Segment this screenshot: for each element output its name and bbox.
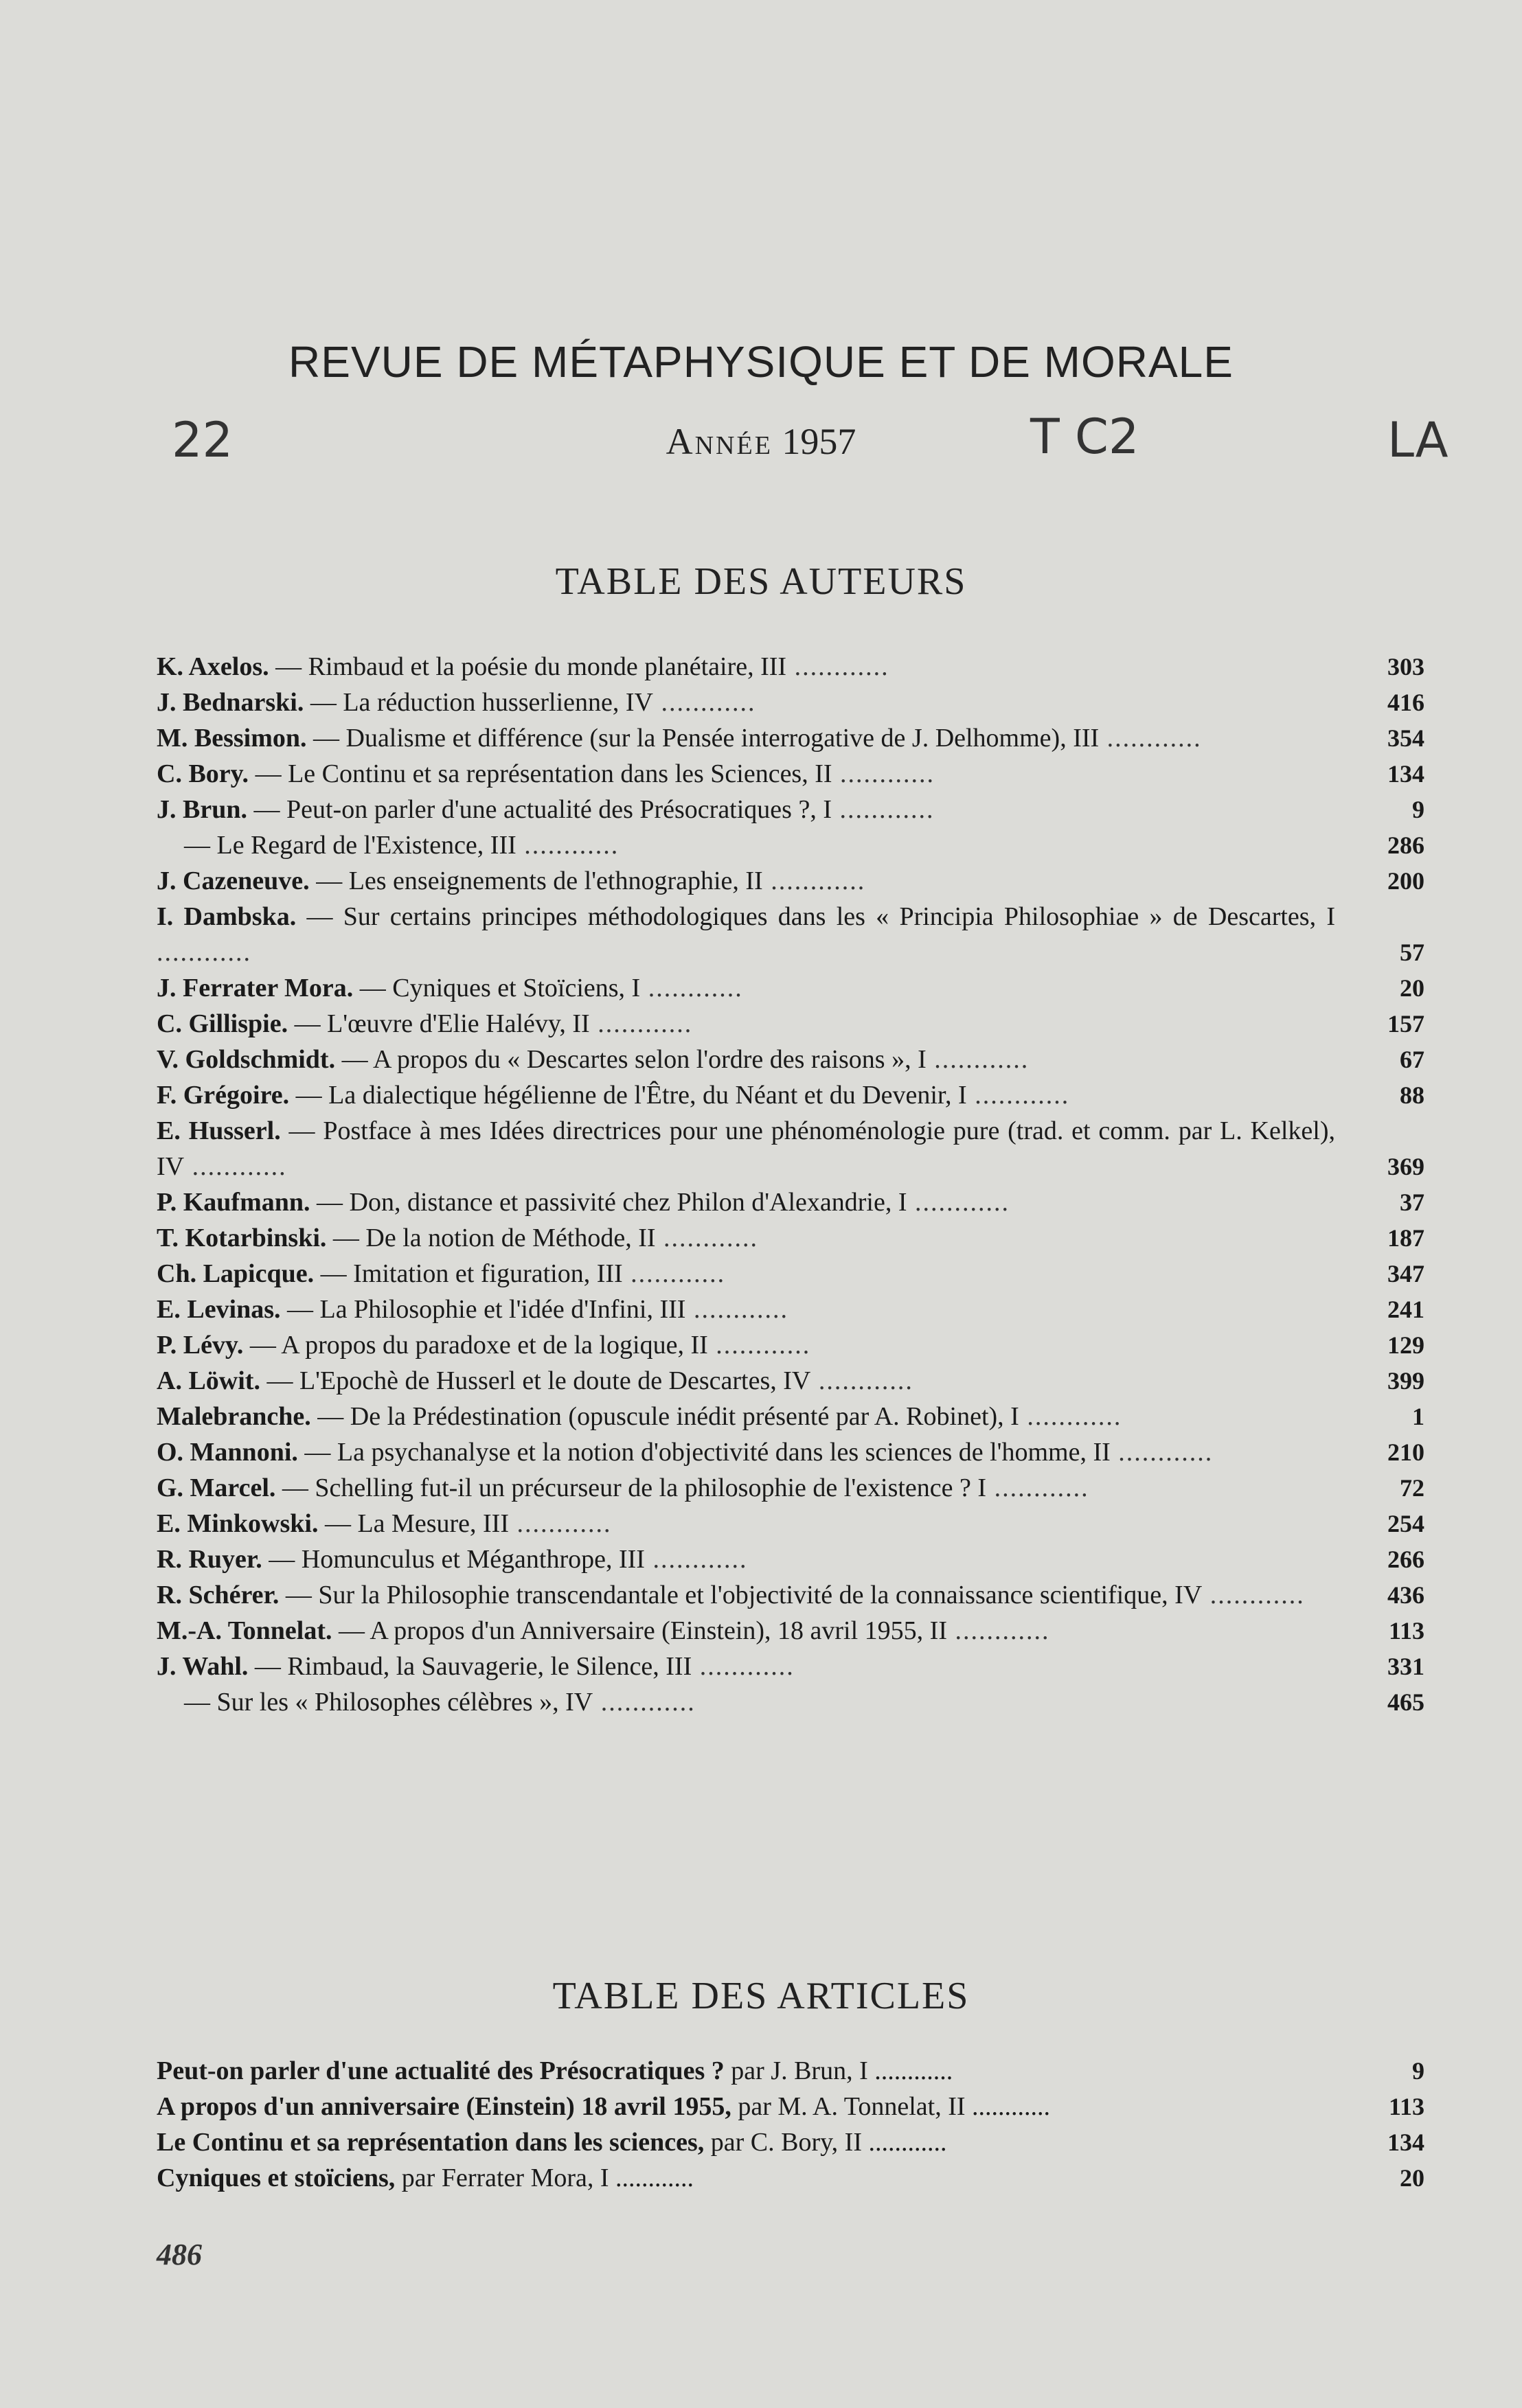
dot-leader: ............ — [622, 1259, 726, 1288]
article-title: Peut-on parler d'une actualité des Présocratiques ? — [157, 2056, 725, 2085]
article-reference: — Schelling fut-il un précurseur de la philosophie de l'existence ? I — [275, 1474, 987, 1502]
dot-leader: ............ — [986, 1474, 1089, 1502]
author-entry — [157, 1434, 1424, 1470]
article-reference: — L'œuvre d'Elie Halévy, II — [288, 1009, 590, 1038]
article-reference: — La réduction husserlienne, IV — [304, 688, 653, 717]
dot-leader: ............ — [966, 1081, 1070, 1110]
dot-leader: ............ — [644, 1545, 748, 1574]
author-entry — [157, 863, 1424, 899]
dot-leader: ............ — [965, 2092, 1051, 2121]
dot-leader: ............ — [640, 974, 743, 1002]
author-entry — [157, 1327, 1424, 1363]
year-value: 1957 — [782, 421, 856, 462]
page-reference: 266 — [1387, 1546, 1424, 1573]
author-entry — [157, 649, 1424, 685]
page-reference: 416 — [1387, 689, 1424, 716]
page-reference: 20 — [1400, 974, 1424, 1002]
page-reference: 113 — [1388, 1617, 1424, 1644]
article-reference: — La Mesure, III — [318, 1509, 509, 1538]
author-name: R. Ruyer. — [157, 1545, 262, 1574]
article-title: Cyniques et stoïciens, — [157, 2164, 396, 2192]
author-entry — [157, 792, 1424, 827]
dot-leader: ............ — [786, 652, 889, 681]
author-name: E. Husserl. — [157, 1116, 281, 1145]
article-reference: — La psychanalyse et la notion d'objectivité dans les sciences de l'homme, II — [297, 1438, 1111, 1467]
page-reference: 37 — [1400, 1189, 1424, 1216]
author-entry — [157, 1649, 1424, 1684]
page-reference: 67 — [1400, 1046, 1424, 1073]
dot-leader: ............ — [157, 938, 251, 967]
author-entry — [157, 1506, 1424, 1541]
article-reference: — La Philosophie et l'idée d'Infini, III — [280, 1295, 686, 1324]
author-entry — [157, 1006, 1424, 1042]
author-entry — [157, 970, 1424, 1006]
author-name: T. Kotarbinski. — [157, 1224, 327, 1252]
handwritten-note-left: 22 — [172, 412, 234, 468]
author-name: A. Löwit. — [157, 1366, 260, 1395]
article-author: par J. Brun, I — [724, 2056, 868, 2085]
author-name: V. Goldschmidt. — [157, 1045, 336, 1074]
dot-leader: ............ — [609, 2164, 694, 2192]
page-number: 486 — [157, 2238, 202, 2271]
page-reference: 129 — [1387, 1331, 1424, 1359]
author-entry — [157, 1613, 1424, 1649]
author-entry — [157, 827, 1424, 863]
page-reference: 187 — [1387, 1224, 1424, 1252]
article-reference: — Sur la Philosophie transcendantale et l'objectivité de la connaissance scientifique, IV — [279, 1581, 1203, 1609]
author-name: M.-A. Tonnelat. — [157, 1616, 332, 1645]
page-reference: 254 — [1387, 1510, 1424, 1537]
author-name: J. Bednarski. — [157, 688, 304, 717]
author-name: Malebranche. — [157, 1402, 311, 1431]
article-reference: — Rimbaud, la Sauvagerie, le Silence, III — [248, 1652, 692, 1681]
page-reference: 134 — [1387, 760, 1424, 788]
author-entry — [157, 1256, 1424, 1292]
authors-list — [157, 649, 1424, 1720]
author-entry — [157, 1113, 1424, 1184]
author-name: C. Bory. — [157, 759, 249, 788]
author-name: J. Wahl. — [157, 1652, 249, 1681]
articles-list — [157, 2053, 1424, 2196]
article-reference: — Sur les « Philosophes célèbres », IV — [184, 1688, 593, 1717]
dot-leader: ............ — [946, 1616, 1050, 1645]
dot-leader: ............ — [1099, 724, 1202, 753]
author-name: O. Mannoni. — [157, 1438, 298, 1467]
author-name: K. Axelos. — [157, 652, 269, 681]
author-entry — [157, 1363, 1424, 1399]
article-title: Le Continu et sa représentation dans les sciences, — [157, 2128, 705, 2157]
dot-leader: ............ — [692, 1652, 795, 1681]
article-author: par Ferrater Mora, I — [395, 2164, 609, 2192]
article-reference: — Dualisme et différence (sur la Pensée interrogative de J. Delhomme), III — [306, 724, 1100, 753]
page-reference: 157 — [1387, 1010, 1424, 1037]
handwritten-note-right: LA — [1387, 412, 1449, 468]
article-reference: — Cyniques et Stoïciens, I — [353, 974, 641, 1002]
dot-leader: ............ — [1019, 1402, 1122, 1431]
page-reference: 210 — [1387, 1438, 1424, 1466]
article-reference: — Don, distance et passivité chez Philon d'Alexandrie, I — [310, 1188, 907, 1217]
article-reference: — Les enseignements de l'ethnographie, II — [309, 867, 763, 895]
dot-leader: ............ — [652, 688, 756, 717]
dot-leader: ............ — [831, 795, 935, 824]
article-reference: — De la Prédestination (opuscule inédit présenté par A. Robinet), I — [310, 1402, 1019, 1431]
author-name: M. Bessimon. — [157, 724, 307, 753]
author-name: F. Grégoire. — [157, 1081, 290, 1110]
article-title: A propos d'un anniversaire (Einstein) 18 avril 1955, — [157, 2092, 731, 2121]
author-name: Ch. Lapicque. — [157, 1259, 315, 1288]
author-entry — [157, 1220, 1424, 1256]
dot-leader: ............ — [184, 1152, 287, 1181]
page-reference: 347 — [1387, 1260, 1424, 1287]
page-reference: 241 — [1387, 1296, 1424, 1323]
author-entry — [157, 1577, 1424, 1613]
dot-leader: ............ — [832, 759, 935, 788]
author-name: J. Cazeneuve. — [157, 867, 310, 895]
article-reference: — L'Epochè de Husserl et le doute de Descartes, IV — [260, 1366, 811, 1395]
dot-leader: ............ — [707, 1331, 811, 1360]
authors-section-title: TABLE DES AUTEURS — [555, 560, 967, 603]
article-reference: — Sur certains principes méthodologiques dans les « Principia Philosophiae » de Descartes, I — [296, 902, 1335, 931]
page-reference: 399 — [1387, 1367, 1424, 1395]
page-reference: 9 — [1412, 2057, 1424, 2085]
author-entry — [157, 1184, 1424, 1220]
page-reference: 72 — [1400, 1474, 1424, 1502]
dot-leader: ............ — [508, 1509, 612, 1538]
dot-leader: ............ — [1202, 1581, 1305, 1609]
author-entry — [157, 756, 1424, 792]
author-name: G. Marcel. — [157, 1474, 276, 1502]
page-reference: 436 — [1387, 1581, 1424, 1609]
page-reference: 113 — [1388, 2093, 1424, 2120]
author-entry — [157, 1541, 1424, 1577]
article-reference: — A propos du paradoxe et de la logique, II — [243, 1331, 708, 1360]
page-reference: 286 — [1387, 832, 1424, 859]
dot-leader: ............ — [810, 1366, 913, 1395]
page-reference: 303 — [1387, 653, 1424, 680]
author-entry — [157, 1684, 1424, 1720]
page-reference: 134 — [1387, 2129, 1424, 2156]
article-reference: — A propos d'un Anniversaire (Einstein), 18 avril 1955, II — [332, 1616, 947, 1645]
page-reference: 465 — [1387, 1688, 1424, 1716]
dot-leader: ............ — [926, 1045, 1030, 1074]
author-entry — [157, 685, 1424, 720]
article-author: par M. A. Tonnelat, II — [731, 2092, 966, 2121]
article-author: par C. Bory, II — [704, 2128, 862, 2157]
article-reference: — Postface à mes Idées directrices pour une phénoménologie pure (trad. et comm. par L. Kelkel), IV — [157, 1116, 1335, 1181]
article-entry — [157, 2053, 1424, 2089]
dot-leader: ............ — [907, 1188, 1010, 1217]
year-label: Année — [666, 421, 773, 462]
dot-leader: ............ — [867, 2056, 953, 2085]
author-name: E. Minkowski. — [157, 1509, 319, 1538]
article-reference: — Homunculus et Méganthrope, III — [262, 1545, 645, 1574]
page-reference: 200 — [1387, 867, 1424, 895]
article-reference: — Imitation et figuration, III — [314, 1259, 623, 1288]
page-reference: 9 — [1412, 796, 1424, 823]
dot-leader: ............ — [655, 1224, 759, 1252]
dot-leader: ............ — [593, 1688, 696, 1717]
page-reference: 20 — [1400, 2164, 1424, 2192]
handwritten-note-center: T C2 — [1030, 409, 1139, 465]
author-entry — [157, 1292, 1424, 1327]
page-reference: 331 — [1387, 1653, 1424, 1680]
article-reference: — La dialectique hégélienne de l'Être, du Néant et du Devenir, I — [289, 1081, 967, 1110]
author-entry — [157, 720, 1424, 756]
article-entry — [157, 2089, 1424, 2124]
article-reference: — A propos du « Descartes selon l'ordre des raisons », I — [335, 1045, 927, 1074]
dot-leader: ............ — [1110, 1438, 1214, 1467]
dot-leader: ............ — [685, 1295, 788, 1324]
author-name: E. Levinas. — [157, 1295, 281, 1324]
article-reference: — Rimbaud et la poésie du monde planétaire, III — [269, 652, 787, 681]
article-entry — [157, 2124, 1424, 2160]
article-reference: — De la notion de Méthode, II — [326, 1224, 656, 1252]
journal-title: REVUE DE MÉTAPHYSIQUE ET DE MORALE — [288, 337, 1234, 387]
article-reference: — Le Continu et sa représentation dans les Sciences, II — [249, 759, 832, 788]
page-reference: 1 — [1412, 1403, 1424, 1430]
author-entry — [157, 1077, 1424, 1113]
author-name: C. Gillispie. — [157, 1009, 288, 1038]
author-name: J. Ferrater Mora. — [157, 974, 354, 1002]
author-entry — [157, 1399, 1424, 1434]
dot-leader: ............ — [862, 2128, 947, 2157]
article-reference: — Le Regard de l'Existence, III — [184, 831, 516, 860]
author-entry — [157, 899, 1424, 970]
page-reference: 57 — [1400, 939, 1424, 966]
dot-leader: ............ — [589, 1009, 693, 1038]
author-name: P. Kaufmann. — [157, 1188, 310, 1217]
articles-section-title: TABLE DES ARTICLES — [552, 1975, 970, 2017]
page-reference: 88 — [1400, 1081, 1424, 1109]
author-name: R. Schérer. — [157, 1581, 280, 1609]
author-entry — [157, 1470, 1424, 1506]
page-reference: 354 — [1387, 724, 1424, 752]
author-entry — [157, 1042, 1424, 1077]
page-reference: 369 — [1387, 1153, 1424, 1180]
author-name: I. Dambska. — [157, 902, 297, 931]
article-reference: — Peut-on parler d'une actualité des Présocratiques ?, I — [247, 795, 832, 824]
author-name: J. Brun. — [157, 795, 247, 824]
author-name: P. Lévy. — [157, 1331, 244, 1360]
dot-leader: ............ — [762, 867, 866, 895]
dot-leader: ............ — [516, 831, 620, 860]
article-entry — [157, 2160, 1424, 2196]
